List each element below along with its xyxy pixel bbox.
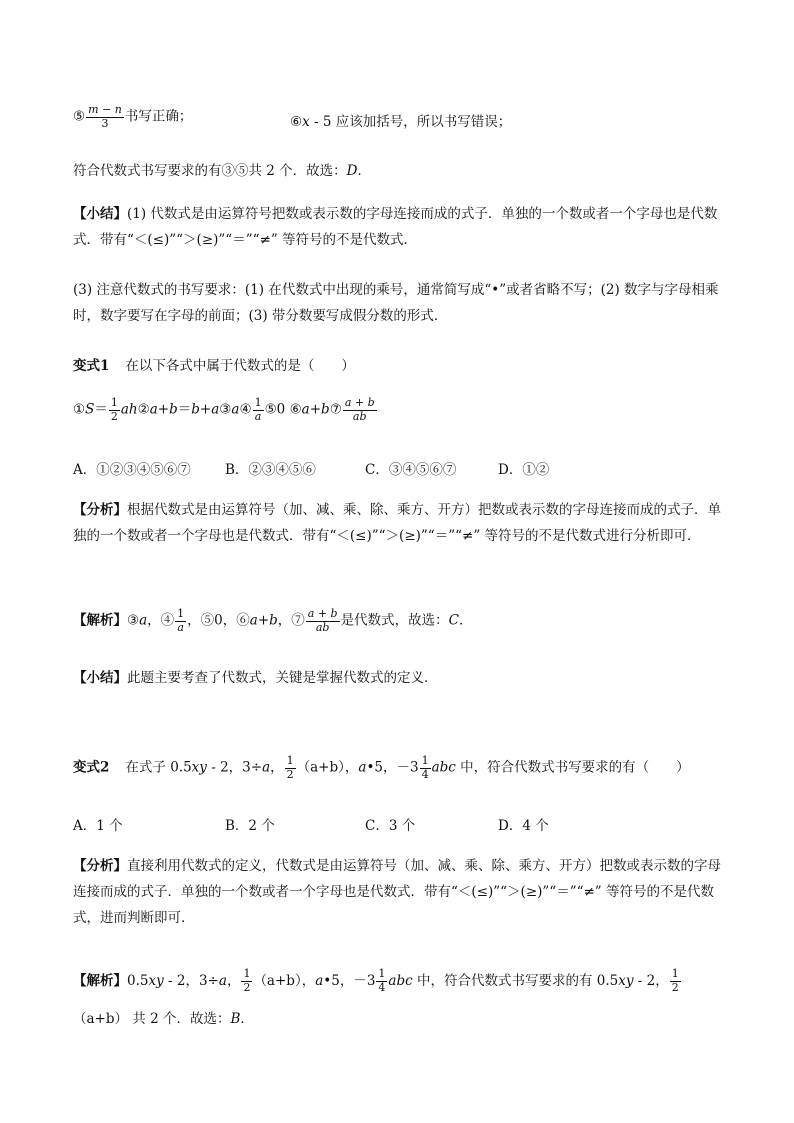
conclusion-line: 符合代数式书写要求的有③⑤共 2 个．故选：D． [73, 163, 371, 179]
variant1-tag: 变式1 [73, 358, 110, 374]
option-a: A．①②③④⑤⑥⑦ [73, 462, 191, 478]
option-d: D．①② [498, 462, 550, 478]
option-a: A．1 个 [73, 818, 123, 834]
variant1-expressions: ①S＝ $\frac{1}{2}$ ah②a+b＝b+a③a④ $\frac{1}{a}$ ⑤0 ⑥a+b⑦ $\frac{a + b}{ab}$ [73, 396, 375, 423]
item6-text: - 5 应该加括号，所以书写错误； [309, 114, 512, 130]
variable-x: x [302, 114, 310, 130]
item5-line [73, 104, 192, 130]
solution-tag: 【解析】 [73, 612, 127, 629]
variant2-solution: 【解析】0.5xy - 2，3÷a， $\frac{1}{2}$ （a+b），a•5，－3 $\frac{1}{4}$ abc 中，符合代数式书写要求的有 0.5xy - 2， $\frac{1}{2}$ （a+b） 共 2 个．故选：B． [73, 967, 679, 1027]
variant1-summary: 【小结】此题主要考查了代数式，关键是掌握代数式的定义． [73, 670, 438, 686]
summary-paragraph-3: (3) 注意代数式的书写要求：(1) 在代数式中出现的乘号，通常简写成“•”或者省略不写；(2) 数字与字母相乘时，数字要写在字母的前面；(3) 带分数要写成假分数的形式． [73, 282, 719, 324]
variant2-question: 变式2 在式子 0.5xy - 2，3÷a， $\frac{1}{2}$ （a+b），a•5，－3 $\frac{1}{4}$ abc 中，符合代数式书写要求的有（ ） [73, 754, 690, 781]
analysis-tag: 【分析】 [73, 502, 127, 518]
answer-letter: C [448, 612, 459, 629]
solution-tag: 【解析】 [73, 973, 127, 989]
one-over-a-fraction: $\frac{1}{a}$ [177, 607, 185, 634]
one-half-fraction: $\frac{1}{2}$ [243, 967, 251, 994]
summary-tag: 【小结】 [73, 206, 127, 222]
variant2-options [73, 814, 549, 834]
item6-line [290, 110, 511, 130]
item5-text: 书写正确； [124, 108, 193, 125]
answer-letter: B [230, 1011, 241, 1027]
one-half-fraction: $\frac{1}{2}$ [671, 967, 679, 994]
analysis-tag: 【分析】 [73, 858, 127, 874]
option-b: B．2 个 [225, 818, 275, 834]
variant1-question: 变式1 在以下各式中属于代数式的是（ ） [73, 358, 355, 374]
variant1-options [73, 458, 549, 478]
a-plus-b-over-ab-fraction: $\frac{a + b}{ab}$ [344, 396, 375, 423]
a-plus-b-over-ab-fraction: $\frac{a + b}{ab}$ [307, 607, 338, 634]
one-quarter-fraction: $\frac{1}{4}$ [421, 754, 429, 781]
summary-tag: 【小结】 [73, 670, 127, 686]
summary-paragraph-1: 【小结】(1) 代数式是由运算符号把数或表示数的字母连接而成的式子．单独的一个数或者一个字母也是代数式．带有“＜(≤)”“＞(≥)”“＝”“≠” 等符号的不是代数式． [73, 206, 718, 248]
one-half-fraction: $\frac{1}{2}$ [110, 396, 118, 423]
variant2-tag: 变式2 [73, 759, 110, 776]
option-b: B．②③④⑤⑥ [225, 462, 316, 478]
one-over-a-fraction: $\frac{1}{a}$ [254, 396, 262, 423]
variant1-analysis: 【分析】根据代数式是由运算符号（加、减、乘、除、乘方、开方）把数或表示数的字母连接而成的式子．单独的一个数或者一个字母也是代数式．带有“＜(≤)”“＞(≥)”“＝”“≠” 等符号的不是代数式进行分析即可． [73, 502, 721, 544]
variant2-analysis: 【分析】直接利用代数式的定义，代数式是由运算符号（加、减、乘、除、乘方、开方）把数或表示数的字母连接而成的式子．单独的一个数或者一个字母也是代数式．带有“＜(≤)”“＞(≥)”“＝”“≠” 等符号的不是代数式，进而判断即可． [73, 858, 721, 926]
option-c: C．③④⑤⑥⑦ [365, 462, 457, 478]
m-minus-n-over-3-fraction: $\frac{m - n}{3}$ [88, 103, 122, 130]
circled-6-marker: ⑥ [290, 114, 303, 130]
one-half-fraction: $\frac{1}{2}$ [286, 754, 294, 781]
answer-letter: D [346, 163, 358, 179]
option-c: C．3 个 [365, 818, 416, 834]
one-quarter-fraction: $\frac{1}{4}$ [378, 967, 386, 994]
variant1-solution: 【解析】③a，④ $\frac{1}{a}$ ，⑤0，⑥a+b，⑦ $\frac{a + b}{ab}$ 是代数式，故选：C． [73, 607, 473, 634]
circled-5-marker: ⑤ [73, 108, 86, 125]
option-d: D．4 个 [498, 818, 549, 834]
